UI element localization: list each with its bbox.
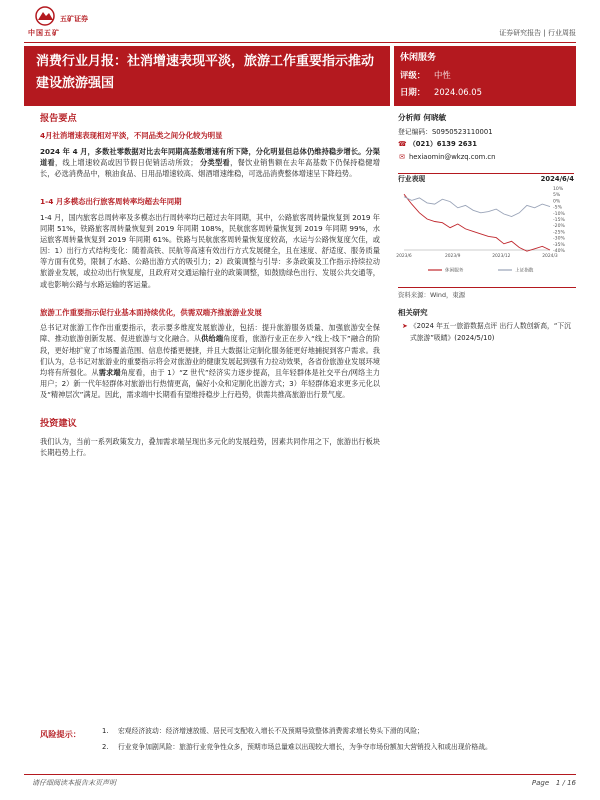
mountain-logo-icon <box>34 6 56 26</box>
page-value: 1 / 16 <box>555 779 576 787</box>
x-tick-label: 2023/9 <box>444 253 461 259</box>
date-row <box>400 84 570 101</box>
reg-row <box>398 127 576 138</box>
series-line-1 <box>404 197 550 217</box>
analyst-phone: （021）6139 2631 <box>409 140 477 149</box>
header-divider <box>24 42 576 43</box>
phone-row <box>398 139 576 150</box>
section-1-title: 4月社消增速表现相对平淡，不同品类之间分化较为明显 <box>40 131 223 141</box>
rating-row <box>400 67 570 84</box>
chart-svg <box>398 186 574 282</box>
company-logo <box>26 6 106 42</box>
series-line-0 <box>404 194 550 251</box>
investment-para: 我们认为，当前一系列政策发力，叠加需求端呈现出多元化的发展趋势，因素共同作用之下，旅游出行板块长期趋势上行。 <box>40 436 380 457</box>
s1-bold-3: 分类型看 <box>200 157 231 167</box>
risk-num-2: 2. <box>102 743 109 751</box>
x-tick-label: 2023/12 <box>492 253 511 259</box>
related-heading: 相关研究 <box>398 307 428 317</box>
risk-item-1 <box>102 726 582 737</box>
y-tick-label: 10% <box>553 186 564 192</box>
y-tick-label: 5% <box>553 193 561 199</box>
industry-name: 休闲服务 <box>400 53 437 63</box>
risk-text-1: 宏观经济波动：经济增速放缓、居民可支配收入增长不及预期导致整体消费需求增长势头下滑的风险； <box>118 727 424 735</box>
report-title: 消费行业月报：社消增速表现平淡，旅游工作重要指示推动建设旅游强国 <box>24 46 390 106</box>
chart-source: 资料来源：Wind，東源 <box>398 287 576 301</box>
legend-label-1: 上证指数 <box>515 268 534 274</box>
main-content <box>40 112 380 461</box>
s1-text-1: ，线上增速较高或因节假日促销活动所致； <box>55 157 198 167</box>
date-value: 2024.06.05 <box>434 87 482 97</box>
legend-label-0: 休闲服务 <box>445 268 464 274</box>
y-tick-label: -30% <box>553 236 565 242</box>
rating-panel <box>394 46 576 106</box>
y-tick-label: -15% <box>553 217 565 223</box>
s3-text-1: 总书记对旅游工作作出重要指示，表示要多维度发展旅游业，包括：提升旅游服务质量、加强旅游安全保障、推动旅游创新发展、促进旅游与文化融合。从 <box>40 323 380 344</box>
s3-text-2: 角度看，旅游行业正在步入“线上-线下”融合的阶段，更好地扩宽了市场覆盖范围、信息传播更便捷，并且大数据让定制化服务能更好地捕捉到客户需求。我们认为，总书记对旅游业的重要指示将会对旅游业的健康发展起到强有力拉动效果，各省份旅游业发展环境均将有所强化。从 <box>40 334 380 377</box>
email-icon: ✉ <box>399 153 405 162</box>
footer-divider <box>24 774 576 775</box>
email-row[interactable] <box>398 152 576 163</box>
reg-label: 登记编码： <box>398 127 432 136</box>
y-tick-label: -10% <box>553 211 565 217</box>
sidebar <box>398 112 576 344</box>
chart-title: 行业表现 <box>398 174 426 183</box>
y-tick-label: -5% <box>553 205 562 211</box>
y-tick-label: -20% <box>553 224 565 230</box>
rating-value: 中性 <box>434 70 451 80</box>
risk-text-2: 行业竞争加剧风险：旅游行业竞争性众多，预期市场总量难以出现较大增长，为争夺市场份额加大营销投入和或出现价格战。 <box>118 743 492 751</box>
section-1-para-1 <box>40 146 380 179</box>
s1-text-2: ，餐饮业销售额在去年高基数下仍保持稳健增长，必选消费品中，粮油食品、日用品增速较高、烟酒增速维稳，可选品消费整体增速呈下降趋势。 <box>40 157 380 179</box>
risk-heading: 风险提示： <box>40 729 81 739</box>
footer-disclaimer[interactable]: 请仔细阅读本报告末页声明 <box>32 779 116 787</box>
industry-performance-chart <box>398 173 574 283</box>
rating-label: 评级： <box>400 70 426 80</box>
risk-num-1: 1. <box>102 727 109 735</box>
report-type: 证券研究报告 | 行业周报 <box>499 29 576 37</box>
s3-bold-2: 需求端 <box>98 367 121 377</box>
chart-date: 2024/6/4 <box>540 174 574 183</box>
x-tick-label: 2023/6 <box>396 253 412 259</box>
y-tick-label: 0% <box>553 199 561 205</box>
page-number <box>532 778 576 789</box>
y-tick-label: -25% <box>553 230 565 236</box>
related-item-1[interactable] <box>398 321 576 344</box>
analyst-email[interactable]: hexiaomin@wkzq.com.cn <box>409 153 496 162</box>
s3-text-3: 角度看，由于 1）“Z 世代”经济实力逐步提高，且年轻群体是社交平台/网络主力用户；2）新一代年轻群体对旅游出行热情更高，偏好小众和定制化出游方式；3）年轻群体追求更多元化以及“精神层次”满足。因此，需求端中长期看有望维持稳步上行趋势，供需共推高旅游出行景气度。 <box>40 367 380 400</box>
x-tick-label: 2024/3 <box>542 253 558 259</box>
logo-cn: 中国五矿 <box>28 29 60 37</box>
section-2-para-1: 1-4 月，国内旅客总周转率及多模态出行周转率均已超过去年同期，其中，公路旅客周转量恢复到 2019 年同期 51%，铁路旅客周转量恢复到 2019 年同期 108%，民航旅客周转量恢复到 2019 年同期 99%，水运旅客周转量恢复到 2019 年同期 61%。铁路与民航旅客周转量恢复度较高，水运与公路恢复度欠佳，或因：1）出行方式结构变化：随着高铁、民航等高速有效出行方式发展健全，且在速度、舒适度、服务质量等方面有优势，限制了水路、公路出游方式的吸引力；2）政策调整与引导：多条政策及工作指示持续拉动旅游业发展，或拉动出行恢复度，且政府对交通运输行业的政策调整，如鼓励绿色出行、发展公共交通等，或也影响公路与水路运输的客运量。 <box>40 212 380 289</box>
phone-icon: ☎ <box>398 140 407 149</box>
s1-bold-2: 分渠道看 <box>40 146 380 167</box>
investment-heading: 投资建议 <box>40 418 77 430</box>
bullet-icon: ➤ <box>402 322 410 331</box>
reg-code: S0950523110001 <box>431 127 493 136</box>
logo-name: 五矿证券 <box>60 15 88 23</box>
y-tick-label: -35% <box>553 242 565 248</box>
section-3-para-1 <box>40 322 380 400</box>
y-tick-label: -40% <box>553 248 565 254</box>
s3-bold-1: 供给端 <box>201 334 224 344</box>
summary-heading: 报告要点 <box>40 113 77 124</box>
section-3-title: 旅游工作重要指示促行业基本面持续优化，供需双端齐推旅游业发展 <box>40 307 262 317</box>
date-label: 日期： <box>400 87 426 97</box>
related-item-1-text[interactable]: 《2024 年五一旅游数据点评 出行人数创新高，“下沉式旅游”吸睛》(2024/5/10) <box>409 322 571 342</box>
page-label: Page <box>531 779 550 787</box>
risk-item-2 <box>102 742 582 753</box>
s1-bold-1: 2024 年 4 月，多数社零数据对比去年同期高基数增速有所下降，分化明显但总体仍维持稳步增长。 <box>40 146 366 156</box>
analyst-heading: 分析师 何晓敏 <box>398 113 447 122</box>
section-2-title: 1-4 月多模态出行旅客周转率均超去年同期 <box>40 197 182 207</box>
